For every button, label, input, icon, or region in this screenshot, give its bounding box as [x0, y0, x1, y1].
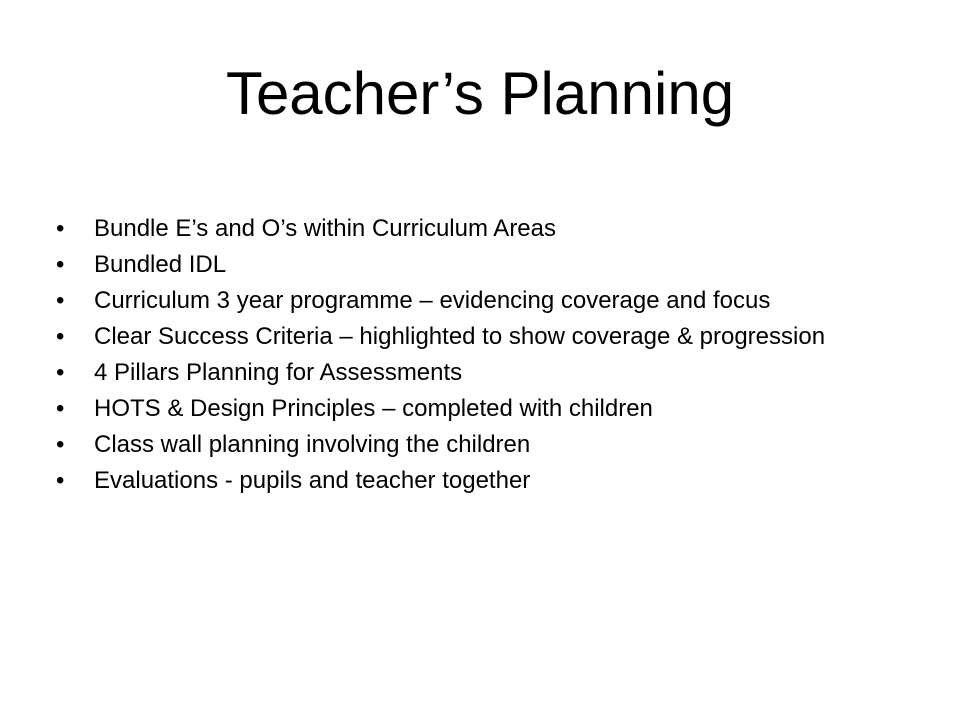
list-item [56, 430, 916, 459]
list-item-text: Clear Success Criteria – highlighted to show coverage & progression [94, 323, 826, 350]
bullet-icon: • [56, 323, 65, 350]
list-item-text: Evaluations - pupils and teacher together [94, 467, 531, 494]
list-item [56, 322, 916, 351]
list-item [56, 250, 916, 279]
bullet-icon: • [56, 359, 65, 386]
list-item [56, 358, 916, 387]
bullet-icon: • [56, 395, 65, 422]
list-item [56, 214, 916, 243]
list-item-text: Curriculum 3 year programme – evidencing coverage and focus [94, 287, 771, 314]
bullet-icon: • [56, 467, 65, 494]
bullet-icon: • [56, 431, 65, 458]
list-item-text: Class wall planning involving the children [94, 431, 531, 458]
list-item [56, 394, 916, 423]
list-item-text: Bundled IDL [94, 251, 227, 278]
list-item [56, 286, 916, 315]
bullet-icon: • [56, 215, 65, 242]
bullet-list [56, 214, 916, 502]
bullet-icon: • [56, 251, 65, 278]
list-item-text: Bundle E’s and O’s within Curriculum Areas [94, 215, 556, 242]
list-item-text: 4 Pillars Planning for Assessments [94, 359, 463, 386]
slide-title: Teacher’s Planning [225, 60, 735, 127]
list-item [56, 466, 916, 495]
bullet-icon: • [56, 287, 65, 314]
list-item-text: HOTS & Design Principles – completed with children [94, 395, 653, 422]
